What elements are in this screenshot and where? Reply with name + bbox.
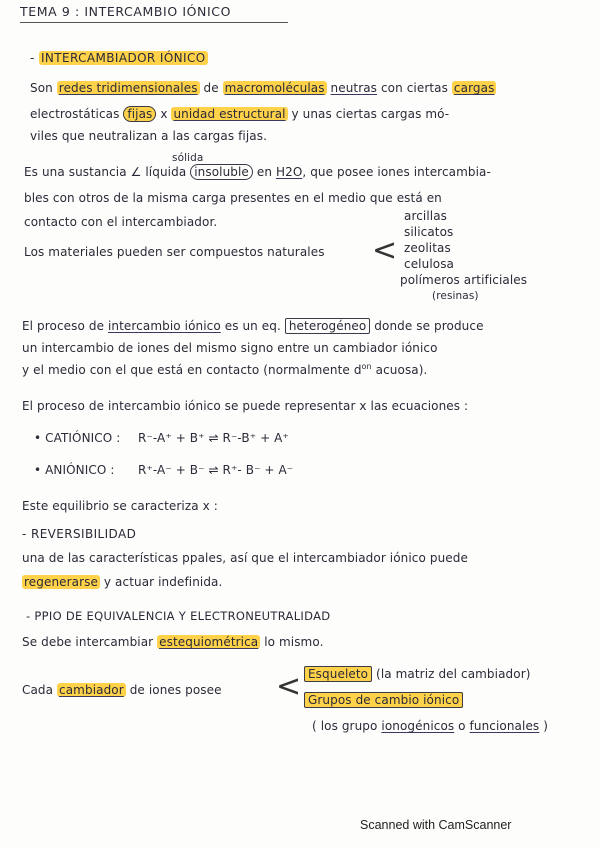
highlight-redes-tridimensionales: redes tridimensionales [58, 81, 198, 95]
heading-equivalencia: - PPIO DE EQUIVALENCIA Y ELECTRONEUTRALIDAD [26, 609, 331, 623]
text-el-proceso: El proceso de [22, 319, 105, 333]
text-o: o [458, 719, 466, 733]
heading-reversibilidad [22, 526, 136, 542]
brace-cambiador: < [276, 669, 302, 704]
definition-line-3: viles que neutralizan a las cargas fijas. [30, 129, 268, 143]
circled-insoluble: insoluble [190, 164, 253, 180]
material-item: zeolitas [404, 241, 451, 255]
text-los-grupo: ( los grupo [312, 719, 378, 733]
definition-line-2 [30, 106, 449, 122]
highlight-cargas: cargas [453, 81, 495, 95]
text-de: de [203, 81, 219, 95]
heading-dash: - [22, 527, 27, 541]
text-neutras: neutras [330, 81, 378, 95]
text-se-debe-intercambiar: Se debe intercambiar [22, 635, 154, 649]
text-donde-se-produce: donde se produce [374, 319, 484, 333]
title-underline [20, 22, 288, 23]
text-son: Son [30, 81, 53, 95]
text-que-posee-iones: , que posee iones intercambia- [302, 165, 491, 179]
cationico-equation: R⁻-A⁺ + B⁺ ⇌ R⁻-B⁺ + A⁺ [138, 431, 289, 445]
sustancia-line-1 [24, 164, 491, 180]
text-lo-mismo: lo mismo. [264, 635, 324, 649]
underlined-funcionales: funcionales [469, 719, 540, 733]
highlight-unidad-estructural: unidad estructural [173, 107, 286, 121]
text-acuosa: acuosa). [375, 363, 428, 377]
text-electrostaticas: electrostáticas [30, 107, 120, 121]
grupos-note [312, 718, 548, 734]
brace-materiales: < [372, 233, 398, 268]
page-title: TEMA 9 : INTERCAMBIO IÓNICO [20, 4, 232, 19]
boxed-esqueleto: Esqueleto [304, 666, 372, 682]
text-matriz-cambiador: (la matriz del cambiador) [376, 667, 531, 681]
text-en: en [256, 165, 273, 179]
highlight-estequiometrica: estequiométrica [159, 635, 259, 649]
text-actuar-indefinida: y actuar indefinida. [103, 575, 223, 589]
equilibrio-caracteriza: Este equilibrio se caracteriza x : [22, 499, 218, 513]
definition-line-1 [30, 80, 496, 96]
anionico-equation: R⁺-A⁻ + B⁻ ⇌ R⁺- B⁻ + A⁻ [138, 463, 294, 477]
section-heading-intercambiador [30, 50, 208, 66]
cambiador-lead [22, 682, 222, 698]
superscript-on: on [361, 362, 372, 371]
heading-dash: - [30, 51, 35, 65]
esqueleto-line [304, 666, 531, 682]
text-y-el-medio: y el medio con el que está en contacto (normalmente d [22, 363, 362, 377]
highlight-regenerarse: regenerarse [24, 575, 98, 589]
cationico-label: • CATIÓNICO : [34, 431, 121, 445]
text-solida: sólida [172, 152, 204, 164]
material-item: polímeros artificiales [400, 273, 528, 287]
text-con-ciertas: con ciertas [380, 81, 448, 95]
highlight-fijas: fijas [123, 106, 156, 122]
ecuaciones-intro: El proceso de intercambio iónico se puede representar x las ecuaciones : [22, 399, 469, 413]
text-es-un-eq: es un eq. [224, 319, 281, 333]
proceso-line-2: un intercambio de iones del mismo signo entre un cambiador iónico [22, 341, 438, 355]
text-por: x [160, 107, 168, 121]
material-item: (resinas) [432, 290, 479, 302]
sustancia-line-2: bles con otros de la misma carga presentes en el medio que está en [24, 191, 442, 205]
boxed-heterogeneo: heterogéneo [285, 318, 371, 334]
text-de-iones-posee: de iones posee [129, 683, 222, 697]
highlight-cambiador: cambiador [59, 683, 124, 697]
text-es-una-sustancia: Es una sustancia ∠ líquida [24, 165, 187, 179]
highlight-macromoleculas: macromoléculas [224, 81, 325, 95]
reversibilidad-line-1: una de las características ppales, así que el intercambiador iónico puede [22, 551, 468, 565]
grupos-line [304, 692, 463, 708]
material-item: celulosa [404, 257, 455, 271]
equivalencia-line [22, 634, 324, 650]
material-item: arcillas [404, 209, 448, 223]
proceso-line-1 [22, 318, 484, 334]
material-item: silicatos [404, 225, 454, 239]
underlined-intercambio-ionico: intercambio iónico [107, 319, 221, 333]
reversibilidad-line-2 [22, 574, 222, 590]
proceso-line-3 [22, 362, 427, 378]
sustancia-line-3: contacto con el intercambiador. [24, 215, 218, 229]
text-cargas-moviles: y unas ciertas cargas mó- [291, 107, 450, 121]
heading-text: INTERCAMBIADOR IÓNICO [40, 51, 206, 65]
camscanner-watermark: Scanned with CamScanner [360, 818, 512, 832]
boxed-grupos-cambio-ionico: Grupos de cambio iónico [304, 692, 463, 708]
text-cada: Cada [22, 683, 54, 697]
underlined-ionogenicos: ionogénicos [381, 719, 455, 733]
materiales-lead: Los materiales pueden ser compuestos naturales [24, 245, 325, 259]
text-h2o: H2O [275, 165, 303, 179]
anionico-label: • ANIÓNICO : [34, 463, 115, 477]
heading-reversibilidad-text: REVERSIBILIDAD [30, 527, 137, 541]
text-close-paren: ) [543, 719, 549, 733]
